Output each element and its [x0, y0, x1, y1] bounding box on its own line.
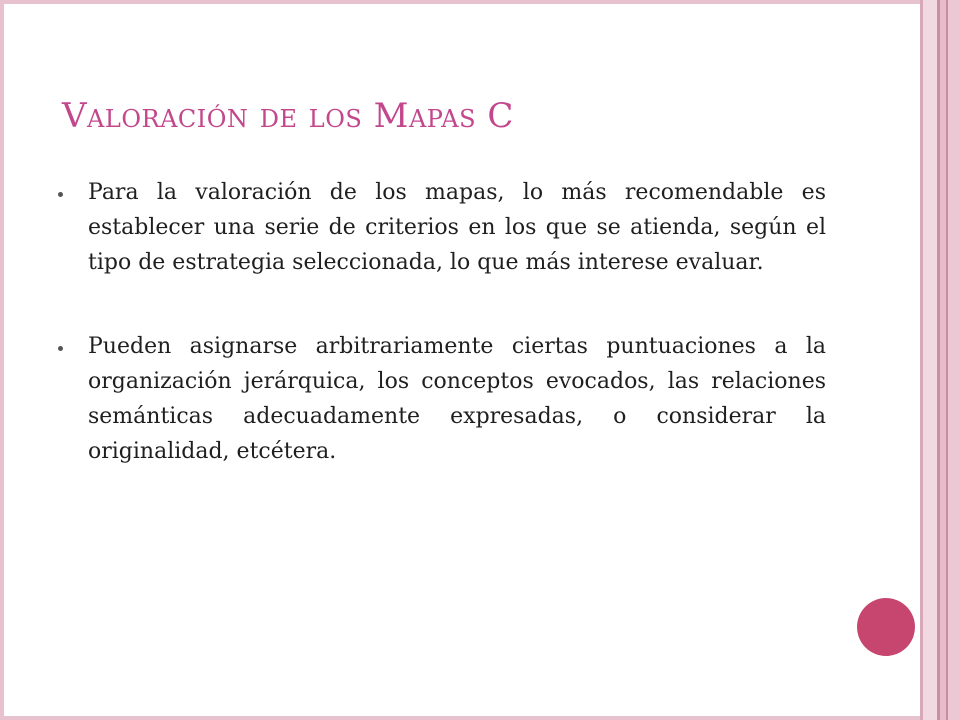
slide-border-top: [0, 0, 920, 4]
slide-title: Valoración de los Mapas C: [62, 96, 514, 136]
bullet-text: Pueden asignarse arbitrariamente ciertas puntuaciones a la organización jerárquica, los conceptos evocados, las relaciones semánticas adecuadamente expresadas, o considerar la originalidad, etcétera.: [88, 333, 826, 465]
slide-border-left: [0, 0, 4, 720]
bullet-dot-icon: [58, 192, 63, 197]
decorative-circle-icon: [857, 598, 915, 656]
slide-border-bottom: [0, 716, 920, 720]
decorative-side-stripes: [920, 0, 960, 720]
bullet-list: [58, 175, 826, 517]
bullet-text: Para la valoración de los mapas, lo más recomendable es establecer una serie de criterios en los que se atienda, según el tipo de estrategia seleccionada, lo que más interese evaluar.: [88, 180, 826, 276]
bullet-dot-icon: [58, 346, 63, 351]
bullet-item: [58, 329, 826, 470]
bullet-item: [58, 175, 826, 281]
